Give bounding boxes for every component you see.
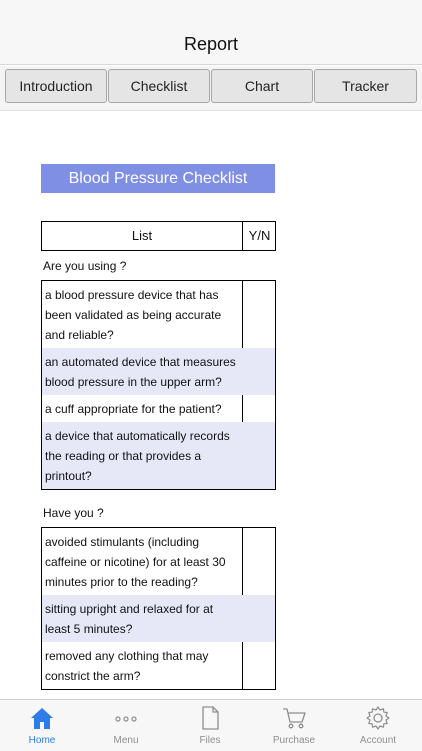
tabbar-account[interactable]: [336, 700, 420, 751]
tabbar-label: Purchase: [272, 735, 316, 746]
yn-column-header: Y/N: [242, 222, 276, 250]
list-item[interactable]: [42, 528, 275, 595]
list-item-text: removed any clothing that may constrict the arm?: [45, 649, 209, 683]
yn-cell[interactable]: [242, 395, 275, 422]
more-dots-icon: [114, 706, 138, 730]
tabbar-label: Menu: [113, 735, 139, 746]
list-header-row: [41, 221, 276, 251]
file-icon: [198, 706, 222, 730]
page-title: Report: [183, 34, 239, 54]
tabbar-purchase[interactable]: [252, 700, 336, 751]
tabbar-menu[interactable]: [84, 700, 168, 751]
yn-cell[interactable]: [242, 642, 275, 689]
list-item-text: avoided stimulants (including caffeine or nicotine) for at least 30 minutes prior to the reading?: [45, 535, 226, 589]
list-item-text: a blood pressure device that has been validated as being accurate and reliable?: [45, 288, 222, 342]
home-icon: [30, 706, 54, 730]
list-item-text: an automated device that measures blood pressure in the upper arm?: [45, 355, 236, 389]
list-item-text: a cuff appropriate for the patient?: [45, 402, 222, 416]
list-item[interactable]: [42, 281, 275, 348]
tab-chart[interactable]: Chart: [211, 69, 313, 103]
yn-cell[interactable]: [242, 422, 275, 489]
list-item-text: sitting upright and relaxed for at least 5 minutes?: [45, 602, 214, 636]
list-item[interactable]: [42, 595, 275, 642]
tabbar-home[interactable]: [0, 700, 84, 751]
list-item[interactable]: [42, 642, 275, 689]
section-label-using: Are you using ?: [43, 259, 127, 273]
yn-cell[interactable]: [242, 281, 275, 348]
tab-tracker[interactable]: Tracker: [314, 69, 417, 103]
tabbar-label: Home: [28, 735, 56, 746]
yn-cell[interactable]: [242, 528, 275, 595]
tabbar-label: Files: [199, 735, 221, 746]
list-item[interactable]: [42, 422, 275, 489]
checklist-group-using: [41, 280, 276, 490]
list-item[interactable]: [42, 395, 275, 422]
tab-checklist[interactable]: Checklist: [108, 69, 210, 103]
tabbar-label: Account: [359, 735, 397, 746]
tab-introduction[interactable]: Introduction: [5, 69, 107, 103]
gear-icon: [366, 706, 390, 730]
tabbar-files[interactable]: [168, 700, 252, 751]
list-item-text: a device that automatically records the reading or that provides a printout?: [45, 429, 230, 483]
list-column-header: List: [131, 228, 153, 243]
checklist-group-have-you: [41, 527, 276, 690]
yn-cell[interactable]: [242, 348, 275, 395]
section-label-have-you: Have you ?: [43, 506, 104, 520]
navigation-bar: [0, 0, 422, 65]
checklist-content[interactable]: [0, 111, 422, 699]
yn-cell[interactable]: [242, 595, 275, 642]
cart-icon: [282, 706, 306, 730]
list-item[interactable]: [42, 348, 275, 395]
checklist-heading: Blood Pressure Checklist: [41, 164, 275, 193]
segment-tabs: [0, 66, 422, 111]
bottom-tab-bar: [0, 699, 422, 751]
